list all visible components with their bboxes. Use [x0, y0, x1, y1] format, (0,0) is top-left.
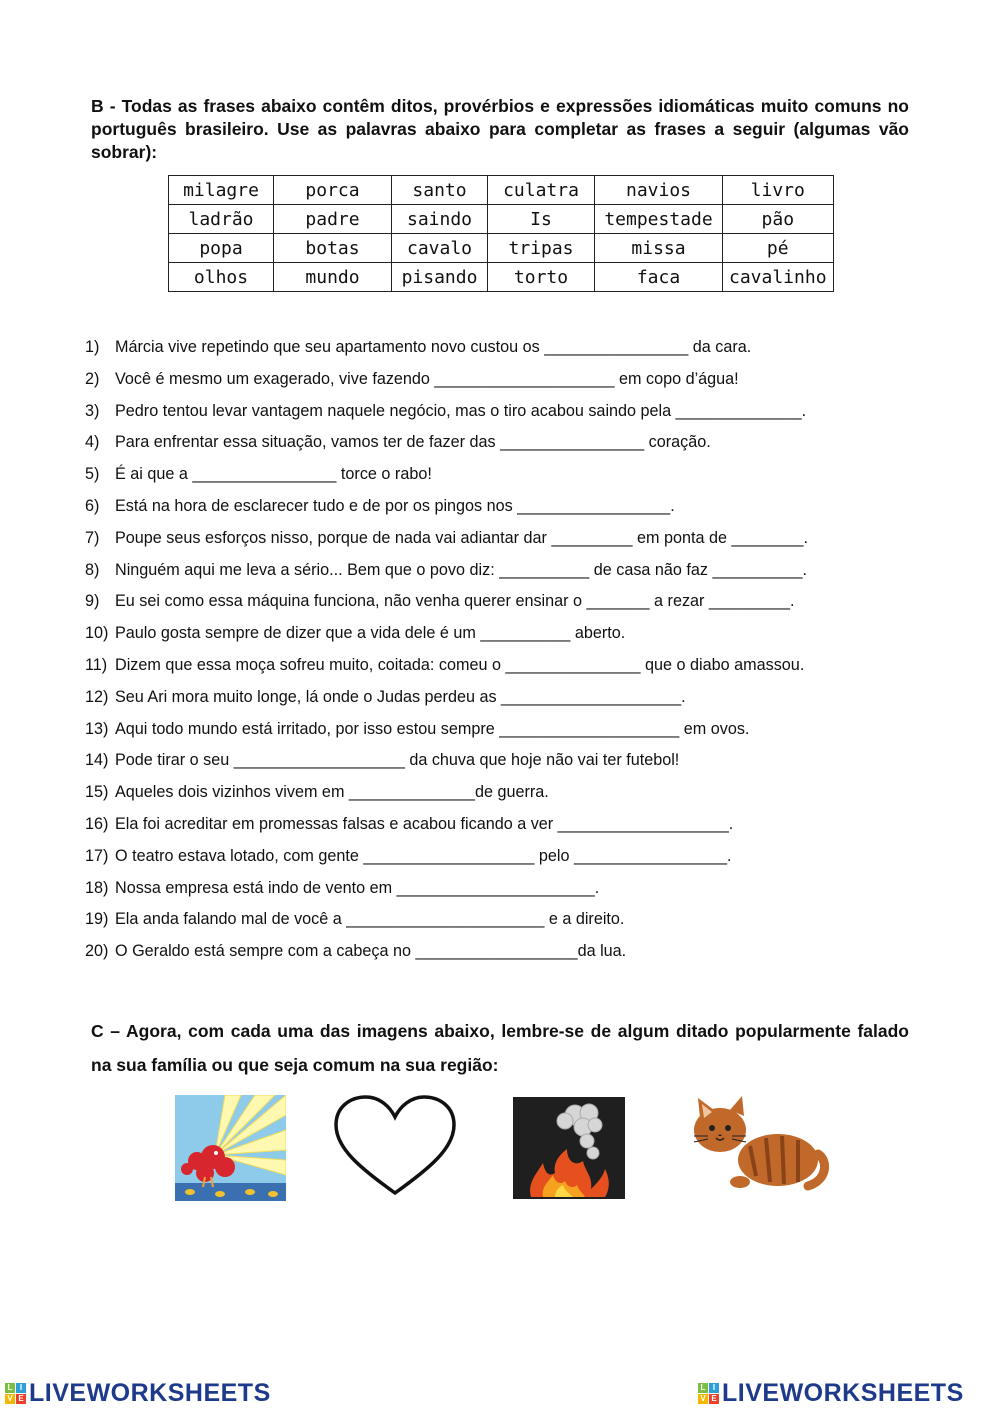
table-cell: Is [488, 205, 595, 234]
question-item[interactable] [85, 684, 925, 716]
cat-image [690, 1096, 830, 1202]
question-item[interactable] [85, 366, 925, 398]
question-text: Para enfrentar essa situação, vamos ter de fazer das ________________ coração. [115, 433, 711, 452]
question-item[interactable] [85, 843, 925, 875]
question-text: Está na hora de esclarecer tudo e de por os pingos nos _________________. [115, 496, 675, 515]
question-number: 11) [85, 655, 108, 674]
logo-icon: L I V E [5, 1383, 26, 1404]
liveworksheets-logo-left[interactable] [5, 1379, 271, 1408]
liveworksheets-logo-right[interactable] [698, 1379, 964, 1408]
question-item[interactable] [85, 875, 925, 907]
table-cell: saindo [392, 205, 488, 234]
question-number: 12) [85, 687, 109, 706]
table-cell: popa [169, 234, 274, 263]
question-number: 4) [85, 433, 100, 452]
table-cell: ladrão [169, 205, 274, 234]
question-number: 6) [85, 496, 100, 515]
question-number: 1) [85, 338, 100, 356]
table-cell: missa [595, 234, 723, 263]
table-cell: torto [488, 263, 595, 292]
question-item[interactable] [85, 716, 925, 748]
table-cell: faca [595, 263, 723, 292]
table-cell: tempestade [595, 205, 723, 234]
table-cell: botas [274, 234, 392, 263]
section-b-intro: B - Todas as frases abaixo contêm ditos, provérbios e expressões idiomáticas muito comuns no português brasileiro. Use as palavras abaixo para completar as frases a seguir (algumas vão sobrar): [91, 96, 909, 162]
table-cell: culatra [488, 176, 595, 205]
fire-smoke-image [513, 1097, 625, 1199]
question-number: 16) [85, 814, 109, 833]
table-cell: cavalinho [723, 263, 834, 292]
table-cell: pé [723, 234, 834, 263]
table-row [169, 205, 834, 234]
logo-text: LIVEWORKSHEETS [722, 1379, 964, 1407]
question-number: 7) [85, 528, 100, 547]
question-number: 20) [85, 942, 109, 961]
question-text: Ninguém aqui me leva a sério... Bem que o povo diz: __________ de casa não faz __________. [115, 560, 808, 579]
question-text: Nossa empresa está indo de vento em ______________________. [115, 878, 600, 897]
question-item[interactable] [85, 493, 925, 525]
question-text: Márcia vive repetindo que seu apartamento novo custou os ________________ da cara. [115, 338, 752, 356]
question-item[interactable] [85, 779, 925, 811]
table-cell: mundo [274, 263, 392, 292]
word-table [168, 175, 834, 292]
table-cell: tripas [488, 234, 595, 263]
question-number: 8) [85, 560, 100, 579]
question-text: Ela anda falando mal de você a ______________________ e a direito. [115, 910, 625, 929]
question-text: O Geraldo está sempre com a cabeça no __________________da lua. [115, 942, 627, 961]
question-item[interactable] [85, 620, 925, 652]
question-item[interactable] [85, 747, 925, 779]
question-text: Pedro tentou levar vantagem naquele negócio, mas o tiro acabou saindo pela ______________. [115, 401, 807, 420]
table-cell: pisando [392, 263, 488, 292]
table-row [169, 263, 834, 292]
table-cell: pão [723, 205, 834, 234]
question-number: 15) [85, 783, 109, 802]
table-row [169, 234, 834, 263]
question-number: 13) [85, 719, 109, 738]
question-number: 3) [85, 401, 100, 420]
table-cell: olhos [169, 263, 274, 292]
question-item[interactable] [85, 652, 925, 684]
question-text: O teatro estava lotado, com gente ___________________ pelo _________________. [115, 846, 732, 865]
question-item[interactable] [85, 557, 925, 589]
question-list [85, 334, 925, 970]
question-number: 14) [85, 751, 109, 770]
question-item[interactable] [85, 938, 925, 970]
question-number: 5) [85, 465, 100, 484]
question-item[interactable] [85, 398, 925, 430]
logo-icon: L I V E [698, 1383, 719, 1404]
question-text: Poupe seus esforços nisso, porque de nada vai adiantar dar _________ em ponta de ________. [115, 528, 808, 547]
table-cell: padre [274, 205, 392, 234]
table-cell: cavalo [392, 234, 488, 263]
table-cell: milagre [169, 176, 274, 205]
section-c-intro: C – Agora, com cada uma das imagens abaixo, lembre-se de algum ditado popularmente falado na sua família ou que seja comum na sua região: [91, 1021, 909, 1075]
question-item[interactable] [85, 525, 925, 557]
question-item[interactable] [85, 906, 925, 938]
table-cell: navios [595, 176, 723, 205]
logo-text: LIVEWORKSHEETS [29, 1379, 271, 1407]
heart-image [330, 1093, 460, 1201]
question-item[interactable] [85, 334, 925, 366]
question-text: Dizem que essa moça sofreu muito, coitada: comeu o _______________ que o diabo amassou. [115, 655, 805, 674]
question-number: 19) [85, 910, 109, 929]
rooster-image [175, 1095, 286, 1201]
question-item[interactable] [85, 429, 925, 461]
question-text: Aqui todo mundo está irritado, por isso estou sempre ____________________ em ovos. [115, 719, 750, 738]
question-number: 18) [85, 878, 109, 897]
question-number: 2) [85, 369, 100, 388]
question-text: Pode tirar o seu ___________________ da chuva que hoje não vai ter futebol! [115, 751, 680, 770]
question-number: 9) [85, 592, 100, 611]
question-text: Você é mesmo um exagerado, vive fazendo ____________________ em copo d’água! [115, 369, 739, 388]
question-number: 10) [85, 624, 109, 643]
table-row [169, 176, 834, 205]
table-cell: porca [274, 176, 392, 205]
question-text: É ai que a ________________ torce o rabo! [115, 465, 432, 484]
question-text: Paulo gosta sempre de dizer que a vida dele é um __________ aberto. [115, 624, 626, 643]
question-item[interactable] [85, 588, 925, 620]
question-text: Ela foi acreditar em promessas falsas e acabou ficando a ver ___________________. [115, 814, 734, 833]
question-item[interactable] [85, 811, 925, 843]
question-item[interactable] [85, 461, 925, 493]
table-cell: santo [392, 176, 488, 205]
question-text: Aqueles dois vizinhos vivem em ______________de guerra. [115, 783, 549, 802]
question-text: Eu sei como essa máquina funciona, não venha querer ensinar o _______ a rezar _________. [115, 592, 795, 611]
table-cell: livro [723, 176, 834, 205]
question-text: Seu Ari mora muito longe, lá onde o Judas perdeu as ____________________. [115, 687, 686, 706]
question-number: 17) [85, 846, 109, 865]
